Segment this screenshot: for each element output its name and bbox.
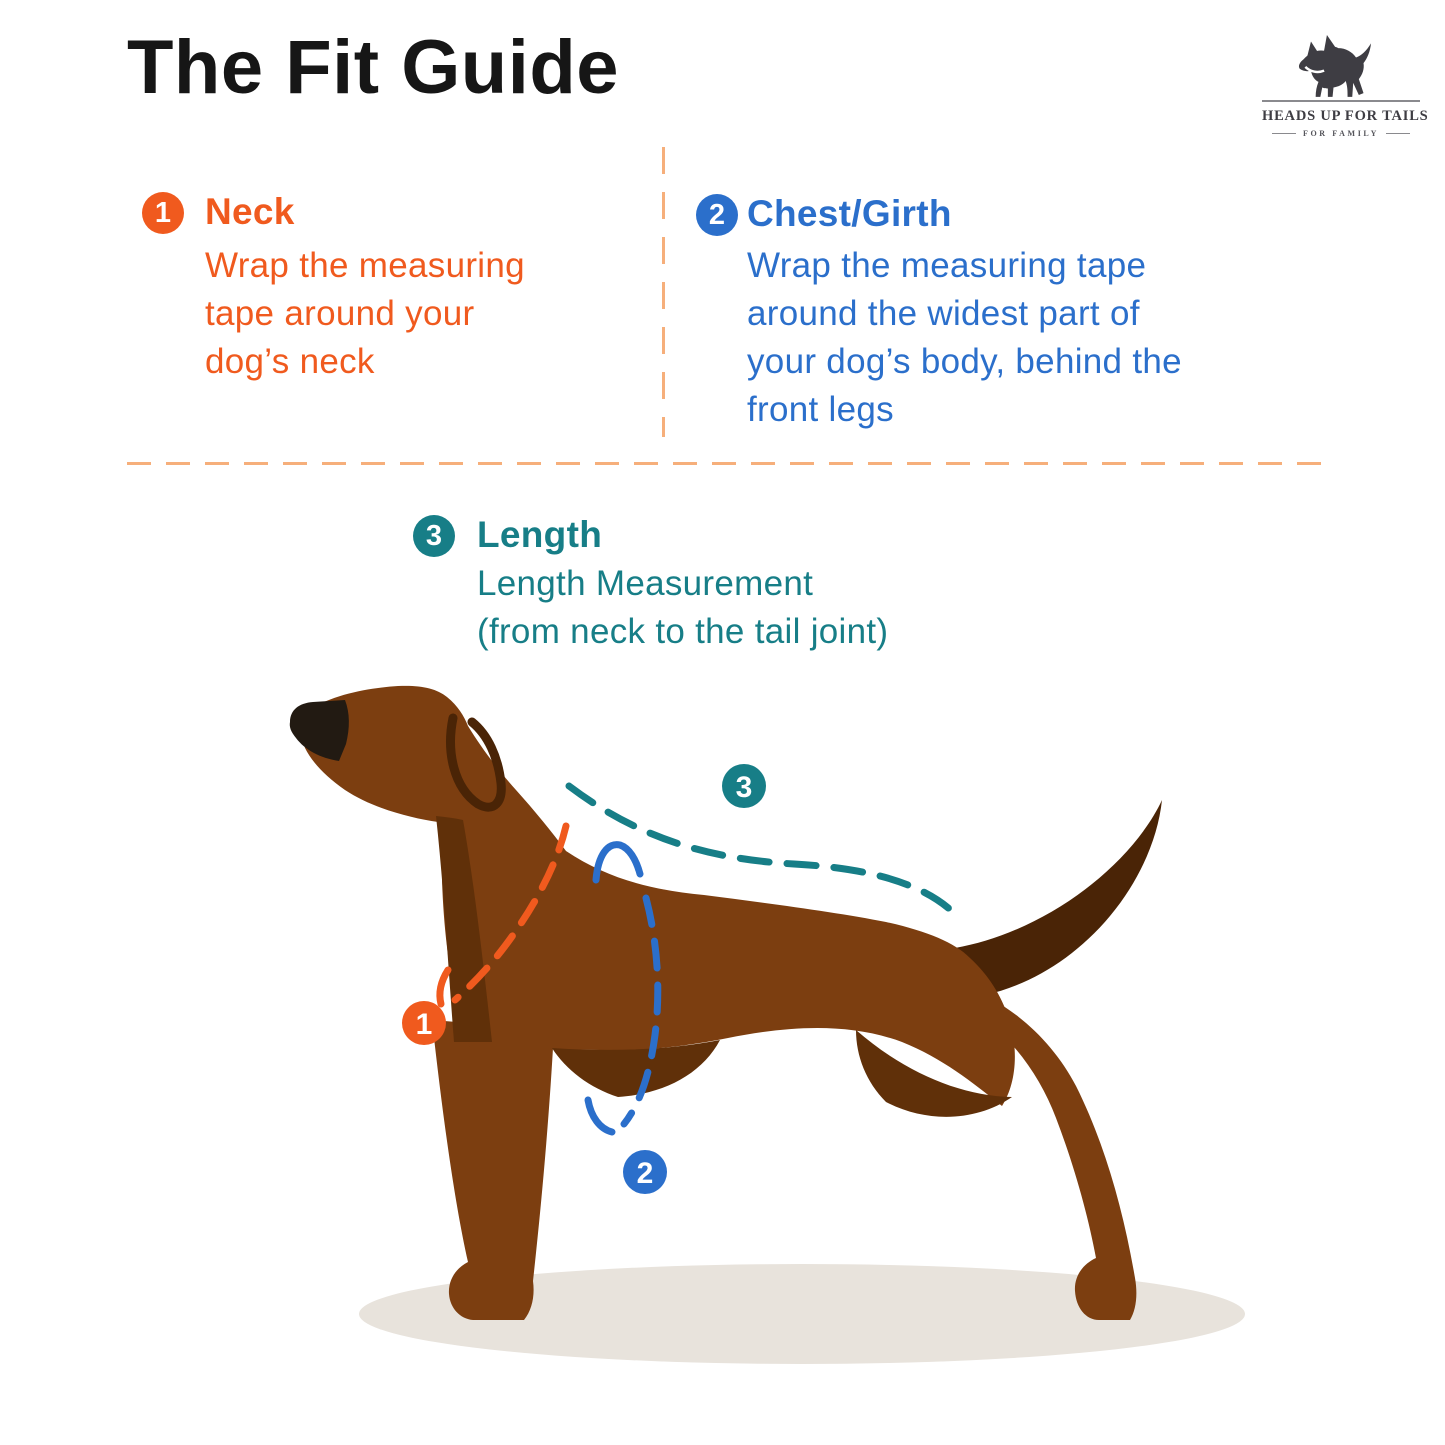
section-2-heading: Chest/Girth: [747, 193, 952, 234]
marker-3-number: 3: [735, 771, 753, 804]
logo-brand-text: HEADS UP FOR TAILS: [1262, 108, 1429, 124]
marker-2-badge: [623, 1150, 667, 1194]
marker-1-badge: [402, 1001, 446, 1045]
section-3-body-line: (from neck to the tail joint): [477, 612, 889, 651]
section-1-body-line: dog’s neck: [205, 342, 375, 381]
neck-measure-line-end-hook: [440, 970, 448, 1004]
girth-measure-line-bottom-arc: [588, 1100, 612, 1132]
marker-3-badge: [722, 764, 766, 808]
section-3-heading: Length: [477, 514, 603, 555]
section-3-body-line: Length Measurement: [477, 564, 814, 603]
section-1-heading: Neck: [205, 191, 295, 232]
section-1-body-line: Wrap the measuring: [205, 246, 525, 285]
section-1-body-line: tape around your: [205, 294, 475, 333]
section-2-body-line: around the widest part of: [747, 294, 1140, 333]
section-1-number-badge: 1: [142, 192, 184, 234]
dog-nose: [290, 700, 349, 761]
section-2-number-badge: 2: [696, 194, 738, 236]
dog-body: [302, 686, 1015, 1106]
page-title: The Fit Guide: [127, 25, 620, 110]
section-2-body-line: your dog’s body, behind the: [747, 342, 1182, 381]
section-3-number-badge: 3: [413, 515, 455, 557]
marker-2-number: 2: [636, 1157, 654, 1190]
dog-tail: [955, 800, 1162, 995]
section-2-body-line: front legs: [747, 390, 894, 429]
section-2-body-line: Wrap the measuring tape: [747, 246, 1147, 285]
logo-tagline-text: FOR FAMILY: [1303, 129, 1379, 138]
marker-1-number: 1: [415, 1008, 433, 1041]
